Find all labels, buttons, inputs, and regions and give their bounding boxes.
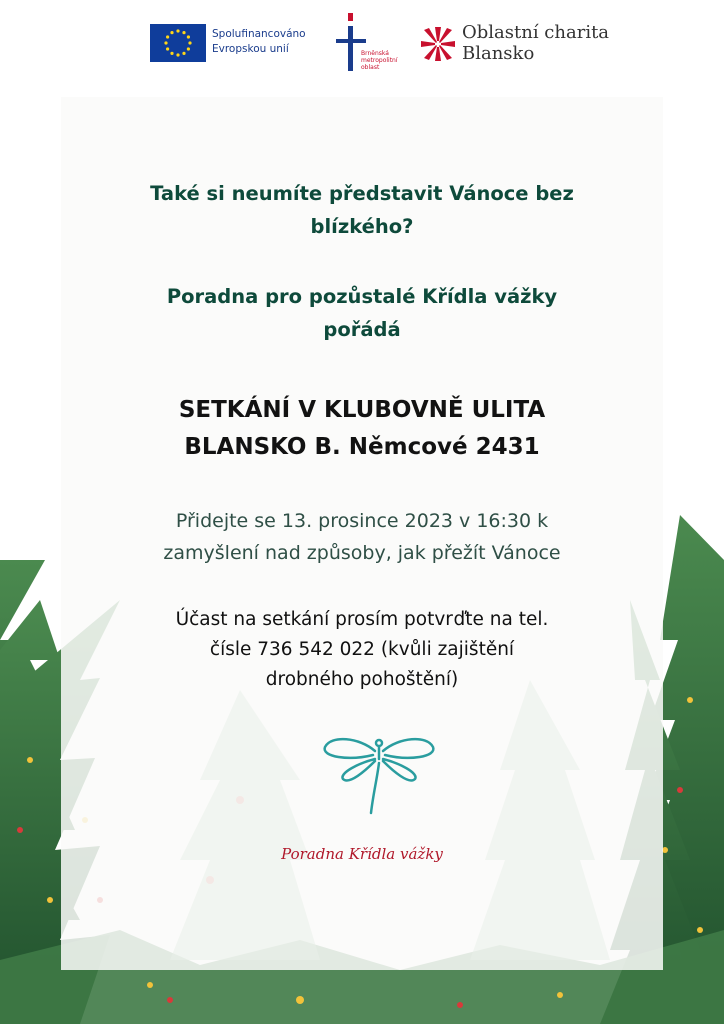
invite-line1: Přidejte se 13. prosince 2023 v 16:30 k — [175, 510, 549, 532]
event-line2: BLANSKO B. Němcové 2431 — [184, 434, 540, 460]
organizer-line2: pořádá — [323, 318, 401, 341]
brno-line3: oblast — [361, 64, 380, 71]
eu-flag-icon — [150, 24, 206, 62]
rsvp-text — [61, 605, 663, 695]
charita-line1: Oblastní charita — [462, 22, 610, 43]
header-logos — [0, 0, 724, 90]
charita-line2: Blansko — [462, 43, 535, 64]
invite-line2: zamyšlení nad způsoby, jak přežít Vánoce — [163, 542, 561, 564]
event-line1: SETKÁNÍ V KLUBOVNĚ ULITA — [178, 397, 546, 423]
organizer-line1: Poradna pro pozůstalé Křídla vážky — [166, 285, 558, 308]
charita-logo-text — [462, 22, 609, 64]
brno-line2: metropolitní — [361, 57, 398, 64]
eu-logo-text — [212, 27, 306, 57]
organizer-text — [61, 280, 663, 346]
rsvp-line2: čísle 736 542 022 (kvůli zajištění — [209, 639, 515, 660]
event-title — [61, 392, 663, 466]
eu-logo-line2: Evropskou unií — [212, 43, 289, 55]
dragonfly-icon — [319, 729, 439, 819]
brand-name: Poradna Křídla vážky — [281, 845, 443, 863]
question-line2: blízkého? — [310, 215, 414, 238]
question-line1: Také si neumíte představit Vánoce bez — [150, 182, 574, 205]
rsvp-line1: Účast na setkání prosím potvrďte na tel. — [175, 609, 549, 630]
invite-text — [61, 505, 663, 569]
rsvp-line3: drobného pohoštění) — [265, 669, 459, 690]
question-text — [61, 177, 663, 243]
invitation-card — [61, 97, 663, 970]
brno-line1: Brněnská — [361, 50, 389, 57]
brno-logo-text — [361, 50, 398, 71]
charita-cross-icon — [419, 25, 457, 63]
eu-logo-line1: Spolufinancováno — [212, 28, 306, 40]
